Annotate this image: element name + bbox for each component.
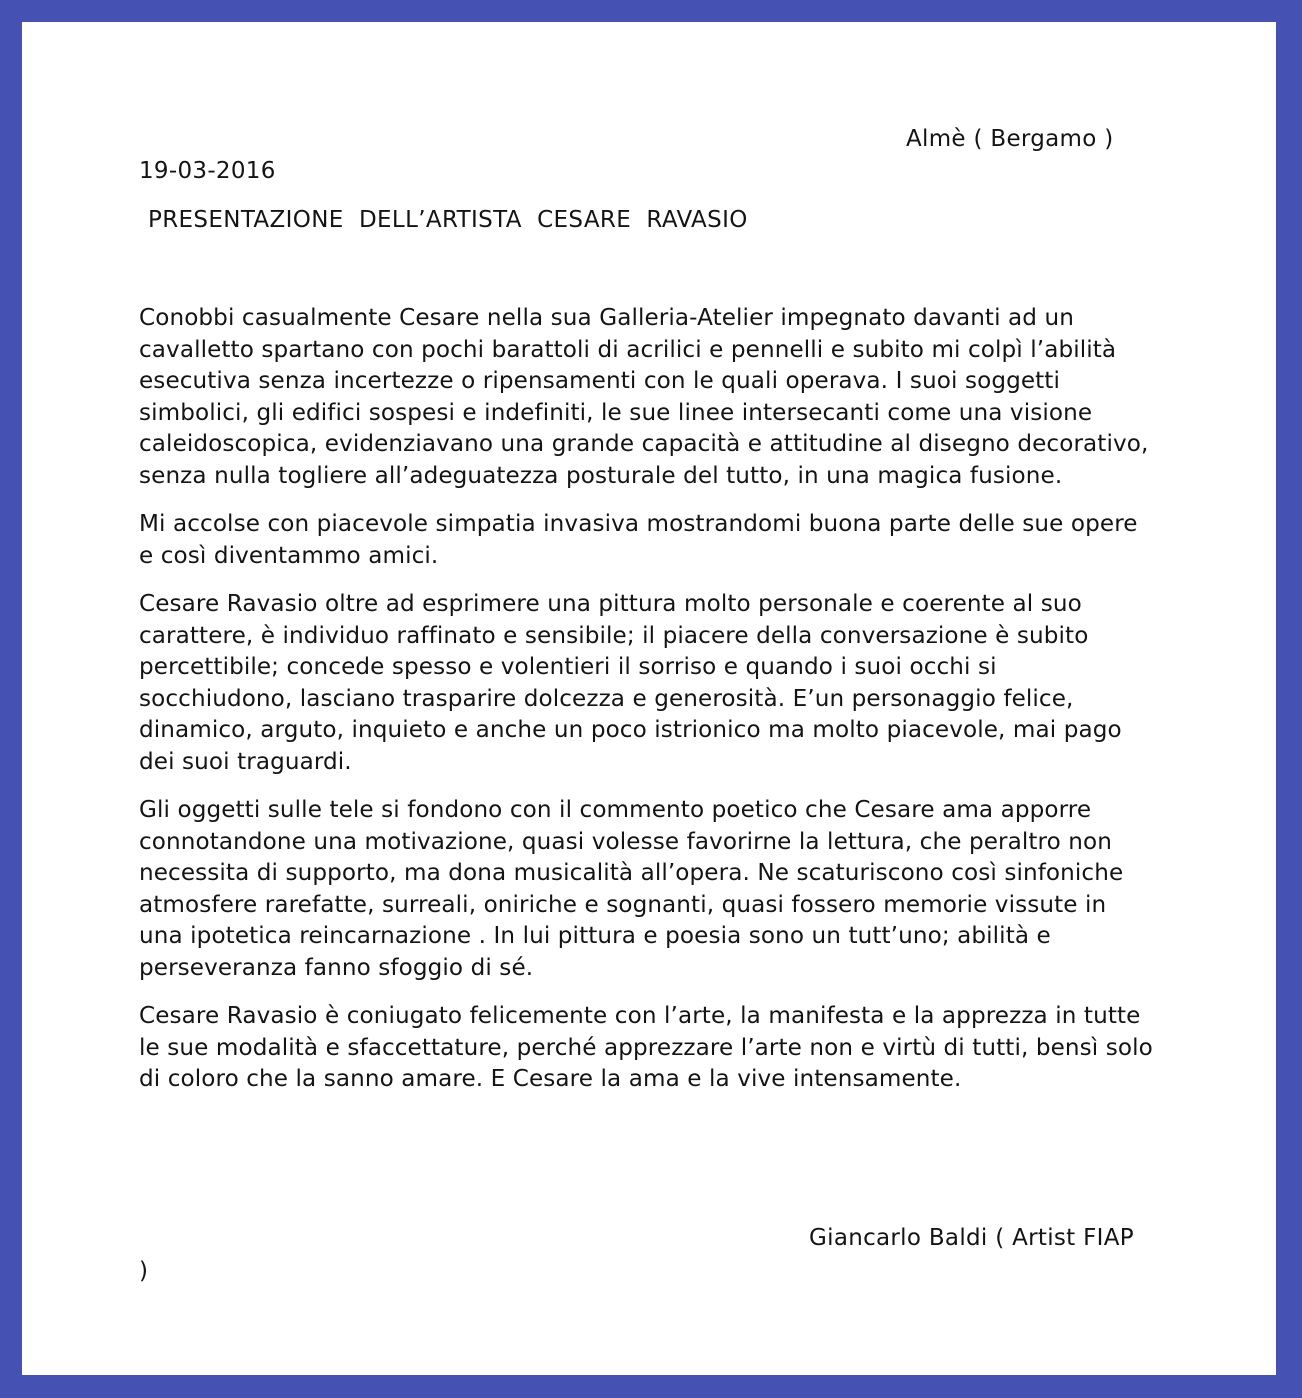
paragraph-2: Mi accolse con piacevole simpatia invasiva mostrandomi buona parte delle sue opere e così diventammo amici. bbox=[139, 511, 1138, 569]
document-title: PRESENTAZIONE DELL’ARTISTA CESARE RAVASIO bbox=[148, 207, 748, 233]
document-body bbox=[139, 303, 1154, 1113]
paragraph-3: Cesare Ravasio oltre ad esprimere una pittura molto personale e coerente al suo carattere, è individuo raffinato e sensibile; il piacere della conversazione è subito percettibile; concede spesso e volentieri il sorriso e quando i suoi occhi si socchiudono, lasciano trasparire dolcezza e generosità. E’un personaggio felice, dinamico, arguto, inquieto e anche un poco istrionico ma molto piacevole, mai pago dei suoi traguardi. bbox=[139, 591, 1122, 775]
paragraph-4: Gli oggetti sulle tele si fondono con il commento poetico che Cesare ama apporre connotandone una motivazione, quasi volesse favorirne la lettura, che peraltro non necessita di supporto, ma dona musicalità all’opera. Ne scaturiscono così sinfoniche atmosfere rarefatte, surreali, oniriche e sognanti, quasi fossero memorie vissute in una ipotetica reincarnazione . In lui pittura e poesia sono un tutt’uno; abilità e perseveranza fanno sfoggio di sé. bbox=[139, 797, 1124, 981]
place-line: Almè ( Bergamo ) bbox=[906, 126, 1114, 152]
signature-line: Giancarlo Baldi ( Artist FIAP bbox=[809, 1225, 1134, 1251]
signature-closing-parenthesis: ) bbox=[139, 1258, 148, 1284]
paragraph-5: Cesare Ravasio è coniugato felicemente con l’arte, la manifesta e la apprezza in tutte le sue modalità e sfaccettature, perché apprezzare l’arte non e virtù di tutti, bensì solo di coloro che la sanno amare. E Cesare la ama e la vive intensamente. bbox=[139, 1003, 1153, 1092]
date-line: 19-03-2016 bbox=[139, 158, 276, 184]
document-page bbox=[22, 22, 1276, 1375]
paragraph-1: Conobbi casualmente Cesare nella sua Galleria-Atelier impegnato davanti ad un cavalletto spartano con pochi barattoli di acrilici e pennelli e subito mi colpì l’abilità esecutiva senza incertezze o ripensamenti con le quali operava. I suoi soggetti simbolici, gli edifici sospesi e indefiniti, le sue linee intersecanti come una visione caleidoscopica, evidenziavano una grande capacità e attitudine al disegno decorativo, senza nulla togliere all’adeguatezza posturale del tutto, in una magica fusione. bbox=[139, 305, 1149, 489]
